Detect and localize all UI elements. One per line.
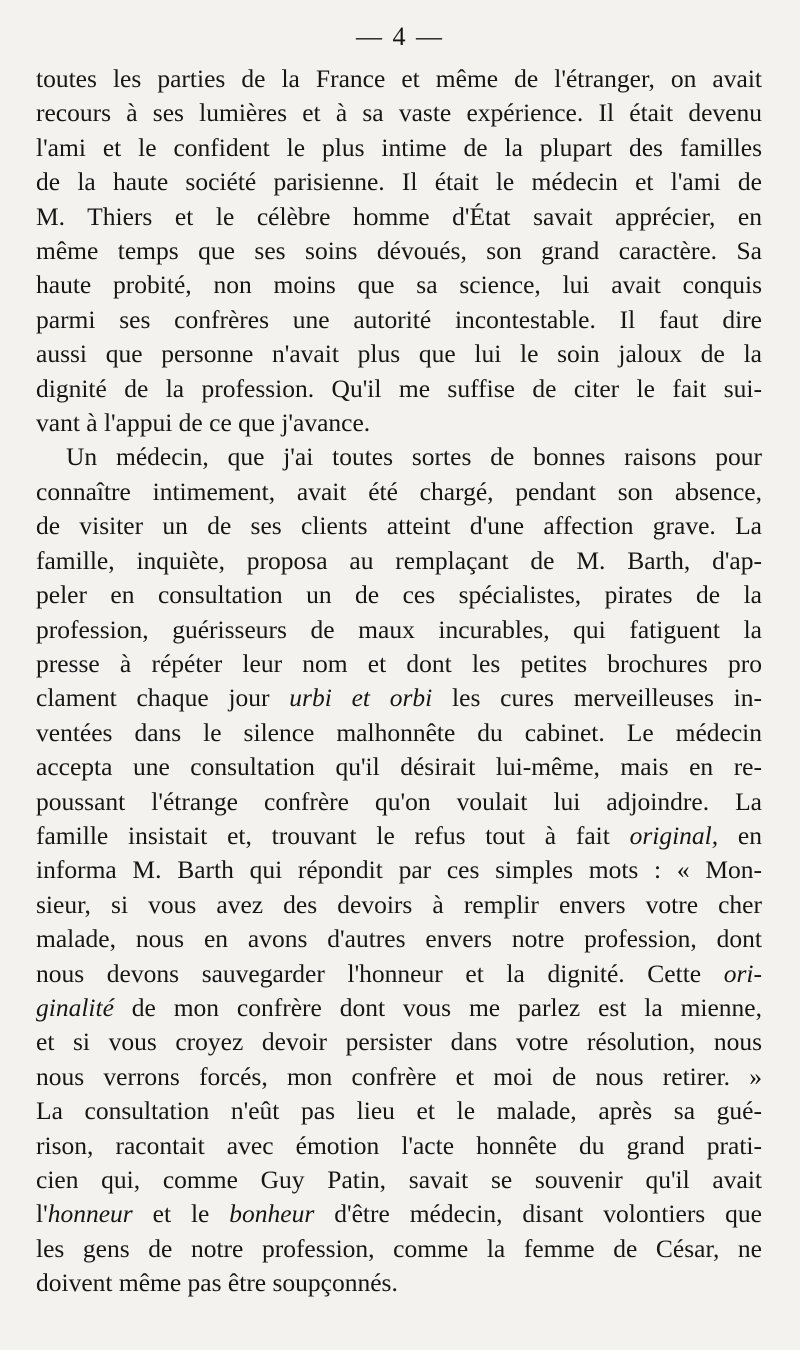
- text-line: [36, 303, 762, 337]
- text-line: [36, 750, 762, 784]
- text-run: de mon confrère dont vous me parlez est la mienne,: [113, 992, 762, 1022]
- italic-text: urbi et orbi: [289, 683, 433, 713]
- text-run: dignité de la profession. Qu'il me suffise de citer le fait sui-: [36, 373, 762, 403]
- text-line: [36, 440, 762, 474]
- text-run: sieur, si vous avez des devoirs à remplir envers votre cher: [36, 889, 762, 919]
- text-line: [36, 1060, 762, 1094]
- text-line: [36, 337, 762, 371]
- text-run: et le: [132, 1199, 230, 1229]
- text-line: [36, 888, 762, 922]
- text-line: [36, 1197, 762, 1231]
- text-line: [36, 647, 762, 681]
- text-run: toutes les parties de la France et même de l'étranger, on avait: [36, 64, 762, 93]
- text-line: [36, 1094, 762, 1128]
- text-run: d'être médecin, disant volontiers que: [314, 1199, 762, 1229]
- text-run: cien qui, comme Guy Patin, savait se souvenir qu'il avait: [36, 1165, 762, 1194]
- text-line: [36, 1163, 762, 1197]
- text-run: les gens de notre profession, comme la femme de César, ne: [36, 1233, 762, 1263]
- page-number: — 4 —: [356, 22, 444, 51]
- text-run: parmi ses confrères une autorité incontestable. Il faut dire: [36, 304, 762, 334]
- text-run: rison, racontait avec émotion l'acte honnête du grand prati-: [36, 1130, 762, 1160]
- italic-text: honneur: [47, 1199, 133, 1229]
- text-line: [36, 372, 762, 406]
- text-line: [36, 922, 762, 956]
- text-line: [36, 681, 762, 715]
- text-run: de visiter un de ses clients atteint d'une affection grave. La: [36, 511, 762, 541]
- text-run: vant à l'appui de ce que j'avance.: [36, 408, 371, 438]
- text-line: [36, 200, 762, 234]
- italic-text: original,: [629, 820, 719, 850]
- text-run: et si vous croyez devoir persister dans votre résolution, nous: [36, 1027, 762, 1057]
- paragraph: [36, 440, 762, 1300]
- text-line: [36, 509, 762, 543]
- text-run: M. Thiers et le célèbre homme d'État savait apprécier, en: [36, 201, 762, 231]
- text-run: doivent même pas être soupçonnés.: [36, 1268, 398, 1298]
- italic-text: bonheur: [229, 1199, 315, 1229]
- text-line: [36, 131, 762, 165]
- text-line: [36, 1025, 762, 1059]
- text-line: [36, 853, 762, 887]
- text-run: l'ami et le confident le plus intime de la plupart des familles: [36, 132, 762, 162]
- text-line: [36, 1129, 762, 1163]
- text-run: peler en consultation un de ces spécialistes, pirates de la: [36, 580, 762, 610]
- text-line: [36, 268, 762, 302]
- body-text: [36, 62, 762, 1301]
- text-run: profession, guérisseurs de maux incurables, qui fatiguent la: [36, 614, 762, 644]
- text-run: en: [718, 820, 762, 850]
- text-line: [36, 234, 762, 268]
- paragraph: [36, 62, 762, 440]
- text-run: haute probité, non moins que sa science, lui avait conquis: [36, 270, 762, 300]
- text-run: nous verrons forcés, mon confrère et moi de nous retirer. »: [36, 1061, 762, 1091]
- text-run: connaître intimement, avait été chargé, pendant son absence,: [36, 476, 762, 506]
- text-line: [36, 475, 762, 509]
- text-line: [36, 578, 762, 612]
- italic-text: ori-: [723, 958, 762, 988]
- text-run: de la haute société parisienne. Il était le médecin et l'ami de: [36, 167, 762, 197]
- text-run: presse à répéter leur nom et dont les petites brochures pro: [36, 648, 762, 678]
- text-run: ventées dans le silence malhonnête du cabinet. Le médecin: [36, 717, 762, 747]
- text-line: [36, 785, 762, 819]
- text-line: [36, 716, 762, 750]
- text-line: [36, 1232, 762, 1266]
- text-run: clament chaque jour: [36, 683, 290, 713]
- text-line: [36, 62, 762, 96]
- text-run: Un médecin, que j'ai toutes sortes de bonnes raisons pour: [66, 442, 762, 472]
- text-line: [36, 991, 762, 1025]
- text-line: [36, 613, 762, 647]
- text-run: l': [36, 1199, 48, 1229]
- text-line: [36, 165, 762, 199]
- text-run: malade, nous en avons d'autres envers notre profession, dont: [36, 924, 762, 954]
- text-run: famille, inquiète, proposa au remplaçant de M. Barth, d'ap-: [36, 545, 762, 575]
- text-run: accepta une consultation qu'il désirait lui-même, mais en re-: [36, 752, 762, 782]
- text-line: [36, 957, 762, 991]
- text-line: [36, 1266, 762, 1300]
- text-line: [36, 544, 762, 578]
- text-run: La consultation n'eût pas lieu et le malade, après sa gué-: [36, 1096, 762, 1126]
- italic-text: ginalité: [36, 992, 114, 1022]
- text-run: poussant l'étrange confrère qu'on voulait lui adjoindre. La: [36, 786, 762, 816]
- text-run: nous devons sauvegarder l'honneur et la dignité. Cette: [36, 958, 724, 988]
- text-run: les cures merveilleuses in-: [432, 683, 762, 713]
- text-run: même temps que ses soins dévoués, son grand caractère. Sa: [36, 236, 762, 266]
- text-run: aussi que personne n'avait plus que lui le soin jaloux de la: [36, 339, 762, 369]
- text-run: recours à ses lumières et à sa vaste expérience. Il était devenu: [36, 98, 762, 128]
- text-line: [36, 406, 762, 440]
- text-line: [36, 819, 762, 853]
- text-line: [36, 96, 762, 130]
- text-run: famille insistait et, trouvant le refus tout à fait: [36, 820, 630, 850]
- text-run: informa M. Barth qui répondit par ces simples mots : « Mon-: [36, 855, 762, 885]
